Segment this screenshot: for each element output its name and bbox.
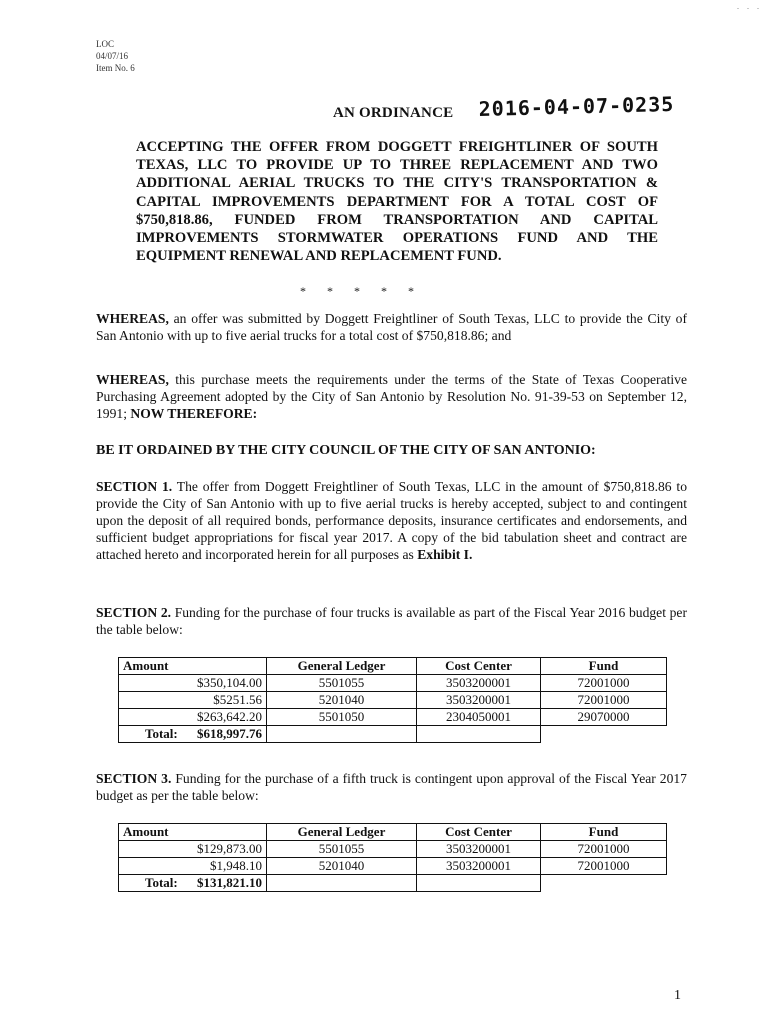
agenda-stamp <box>96 38 135 74</box>
total-value: $618,997.76 <box>197 726 262 741</box>
funding-table-fy2017 <box>118 823 667 892</box>
cell-empty <box>267 875 417 892</box>
ordinance-label: AN ORDINANCE <box>333 105 454 121</box>
agenda-stamp-line: LOC <box>96 39 114 49</box>
total-label: Total: <box>145 726 178 741</box>
cell-amount: $5251.56 <box>119 692 267 709</box>
page-number: 1 <box>674 988 681 1003</box>
table-header-row <box>119 824 667 841</box>
whereas-paragraph-1 <box>96 310 687 344</box>
section-2-lead: SECTION 2. <box>96 605 172 620</box>
section-divider-stars: * * * * * <box>300 284 414 298</box>
ordinance-caption: ACCEPTING THE OFFER FROM DOGGETT FREIGHTLINER OF SOUTH TEXAS, LLC TO PROVIDE UP TO THREE REPLACEMENT AND TWO ADDITIONAL AERIAL TRUCKS TO THE CITY'S TRANSPORTATION & CAPITAL IMPROVEMENTS DEPARTMENT FOR A TOTAL COST OF $750,818.86, FUNDED FROM TRANSPORTATION AND CAPITAL IMPROVEMENTS STORMWATER OPERATIONS FUND AND THE EQUIPMENT RENEWAL AND REPLACEMENT FUND. <box>136 139 658 265</box>
cell-amount: $129,873.00 <box>119 841 267 858</box>
section-2-text: Funding for the purchase of four trucks is available as part of the Fiscal Year 2016 budget per the table below: <box>96 605 687 637</box>
cell-general-ledger: 5501050 <box>267 709 417 726</box>
header-cost-center: Cost Center <box>417 658 541 675</box>
cell-cost-center: 3503200001 <box>417 858 541 875</box>
ordaining-clause: BE IT ORDAINED BY THE CITY COUNCIL OF THE CITY OF SAN ANTONIO: <box>96 443 596 458</box>
cell-general-ledger: 5501055 <box>267 841 417 858</box>
table-total-row <box>119 726 667 743</box>
section-1-paragraph <box>96 478 687 563</box>
header-general-ledger: General Ledger <box>267 824 417 841</box>
section-1-text: The offer from Doggett Freightliner of South Texas, LLC in the amount of $750,818.86 to provide the City of San Antonio with up to five aerial trucks is hereby accepted, subject to and contingent upon the deposit of all required bonds, performance deposits, insurance certificates and endorsements, and sufficient budget appropriations for fiscal year 2017. A copy of the bid tabulation sheet and contract are attached hereto and incorporated herein for all purposes as <box>96 479 687 562</box>
header-amount: Amount <box>119 824 267 841</box>
cell-general-ledger: 5501055 <box>267 675 417 692</box>
table-row <box>119 709 667 726</box>
cell-general-ledger: 5201040 <box>267 692 417 709</box>
whereas-text: this purchase meets the requirements under the terms of the State of Texas Cooperative Purchasing Agreement adopted by the City of San Antonio by Resolution No. 91-39-53 on September 12, 1991; <box>96 372 687 421</box>
header-amount: Amount <box>119 658 267 675</box>
agenda-stamp-line: 04/07/16 <box>96 51 129 61</box>
table-header-row <box>119 658 667 675</box>
cell-fund: 29070000 <box>541 709 667 726</box>
table-row <box>119 858 667 875</box>
cell-cost-center: 3503200001 <box>417 692 541 709</box>
cell-empty <box>541 726 667 743</box>
ordinance-number-stamp: 2016-04-07-0235 <box>478 91 675 121</box>
total-value: $131,821.10 <box>197 875 262 890</box>
now-therefore: NOW THEREFORE: <box>130 406 258 421</box>
table-total-row <box>119 875 667 892</box>
cell-general-ledger: 5201040 <box>267 858 417 875</box>
cell-fund: 72001000 <box>541 692 667 709</box>
section-3-lead: SECTION 3. <box>96 771 172 786</box>
cell-cost-center: 3503200001 <box>417 841 541 858</box>
table-row <box>119 692 667 709</box>
table-row <box>119 841 667 858</box>
agenda-stamp-line: Item No. 6 <box>96 63 135 73</box>
edge-marks: . . . <box>737 2 762 11</box>
cell-fund: 72001000 <box>541 675 667 692</box>
whereas-paragraph-2 <box>96 371 687 422</box>
cell-empty <box>541 875 667 892</box>
header-fund: Fund <box>541 658 667 675</box>
table-row <box>119 675 667 692</box>
whereas-lead: WHEREAS, <box>96 311 169 326</box>
cell-empty <box>267 726 417 743</box>
total-label: Total: <box>145 875 178 890</box>
cell-empty <box>417 726 541 743</box>
cell-total <box>119 875 267 892</box>
cell-fund: 72001000 <box>541 858 667 875</box>
section-2-paragraph <box>96 604 687 638</box>
section-3-paragraph <box>96 770 687 804</box>
section-3-text: Funding for the purchase of a fifth truck is contingent upon approval of the Fiscal Year 2017 budget as per the table below: <box>96 771 687 803</box>
exhibit-reference: Exhibit I. <box>417 547 473 562</box>
cell-cost-center: 2304050001 <box>417 709 541 726</box>
whereas-lead: WHEREAS, <box>96 372 169 387</box>
funding-table-fy2016 <box>118 657 667 743</box>
section-1-lead: SECTION 1. <box>96 479 173 494</box>
cell-cost-center: 3503200001 <box>417 675 541 692</box>
ordinance-header <box>333 91 743 129</box>
cell-fund: 72001000 <box>541 841 667 858</box>
header-fund: Fund <box>541 824 667 841</box>
cell-amount: $1,948.10 <box>119 858 267 875</box>
cell-empty <box>417 875 541 892</box>
whereas-text: an offer was submitted by Doggett Freightliner of South Texas, LLC to provide the City of San Antonio with up to five aerial trucks for a total cost of $750,818.86; and <box>96 311 687 343</box>
header-cost-center: Cost Center <box>417 824 541 841</box>
cell-total <box>119 726 267 743</box>
cell-amount: $350,104.00 <box>119 675 267 692</box>
cell-amount: $263,642.20 <box>119 709 267 726</box>
header-general-ledger: General Ledger <box>267 658 417 675</box>
